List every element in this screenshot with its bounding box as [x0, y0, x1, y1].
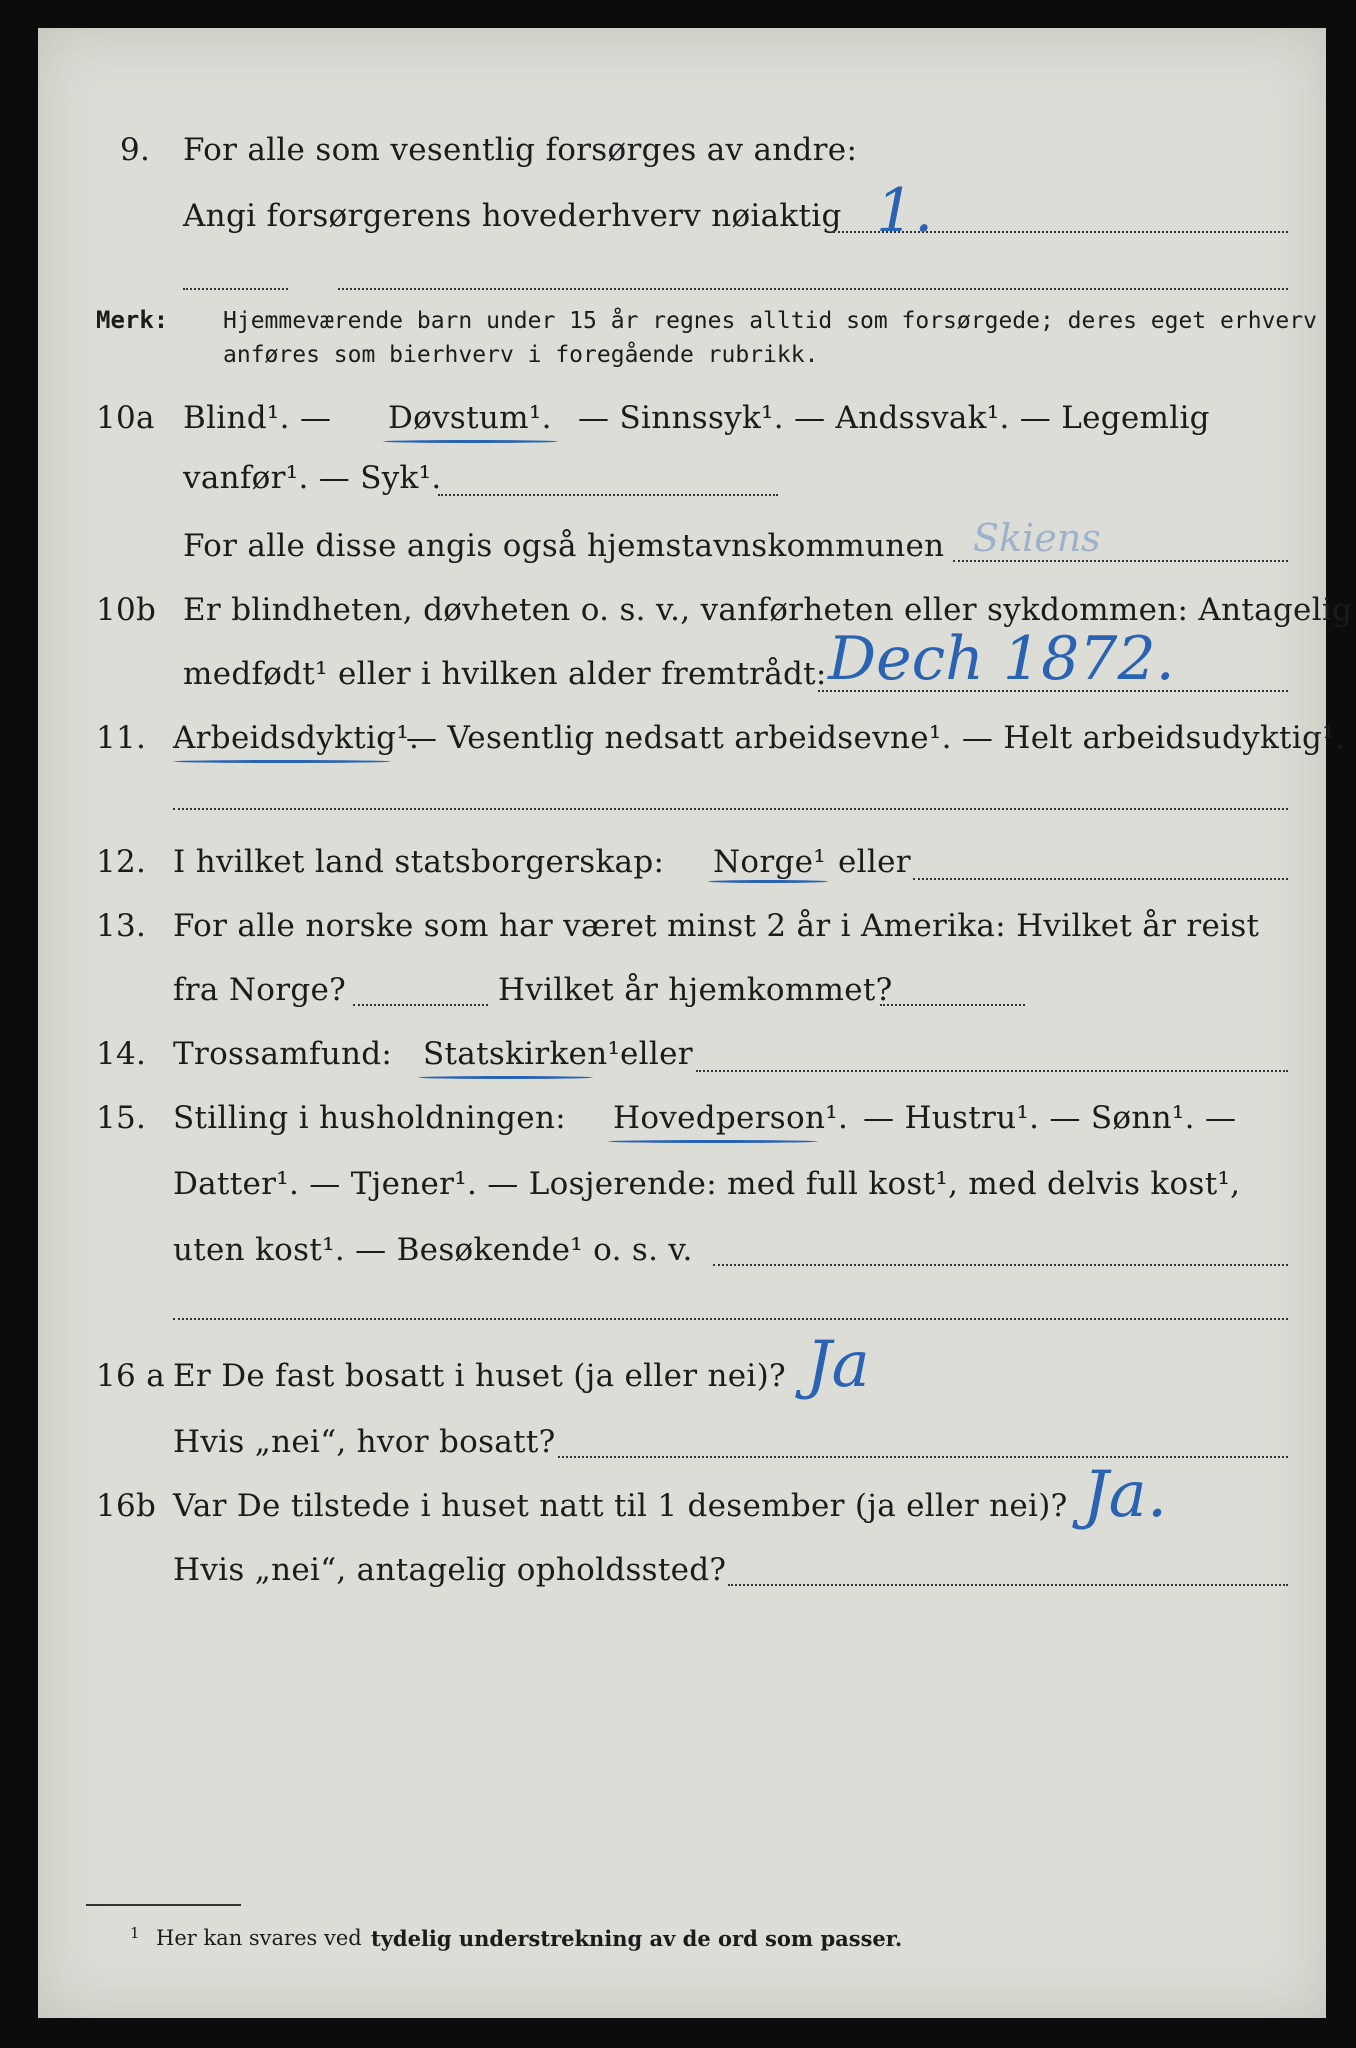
q15-line3: uten kost¹. — Besøkende¹ o. s. v.	[173, 1232, 693, 1268]
q11-blank-line	[173, 808, 1288, 810]
footnote-mark: 1	[130, 1924, 140, 1942]
q9-blank-line-2	[338, 288, 1288, 290]
q10a-number: 10a	[96, 400, 155, 436]
merk-line2: anføres som bierhverv i foregående rubrikk.	[223, 342, 819, 368]
q10a-line1-c: — Sinnssyk¹. — Andssvak¹. — Legemlig	[578, 400, 1210, 436]
q9-line1: For alle som vesentlig forsørges av andre:	[183, 132, 858, 168]
q13-hjemkommet-answer-line	[880, 1004, 1025, 1006]
q9-line2: Angi forsørgerens hovederhverv nøiaktig	[183, 198, 842, 234]
q11-underline-arbeidsdyktig	[173, 760, 391, 763]
q12-answer-line	[913, 878, 1288, 880]
footnote-rule	[86, 1904, 241, 1906]
q16a-answer-handwriting: Ja	[806, 1328, 870, 1402]
q15-answer-line	[713, 1264, 1288, 1266]
q12-text-b: Norge¹	[713, 844, 827, 880]
q13-line1: For alle norske som har været minst 2 år i Amerika: Hvilket år reist	[173, 908, 1260, 944]
q10a-hjemstavn-handwriting: Skiens	[973, 516, 1101, 560]
q10a-line1-a: Blind¹. —	[183, 400, 332, 436]
q15-number: 15.	[96, 1100, 147, 1136]
q9-answer-handwriting: 1.	[876, 176, 934, 246]
q13-line2-a: fra Norge?	[173, 972, 347, 1008]
q11-line1-a: Arbeidsdyktig¹.	[173, 720, 420, 756]
q9-number: 9.	[120, 132, 151, 168]
q14-text-b: Statskirken¹	[423, 1036, 621, 1072]
q16a-number: 16 a	[96, 1358, 165, 1394]
q10b-answer-handwriting: Dech 1872.	[828, 624, 1175, 694]
q15-underline-hovedperson	[608, 1140, 818, 1143]
q16a-answer-line	[558, 1456, 1288, 1458]
q16a-line1: Er De fast bosatt i huset (ja eller nei)?	[173, 1358, 786, 1394]
q16b-line2: Hvis „nei“, antagelig opholdssted?	[173, 1552, 727, 1588]
q14-answer-line	[696, 1070, 1288, 1072]
q15-line2: Datter¹. — Tjener¹. — Losjerende: med full kost¹, med delvis kost¹,	[173, 1166, 1241, 1202]
q13-reist-answer-line	[353, 1004, 488, 1006]
census-form-page	[38, 28, 1353, 2018]
q10b-line2: medfødt¹ eller i hvilken alder fremtrådt:	[183, 656, 827, 692]
merk-label: Merk:	[96, 306, 169, 334]
q13-line2-b: Hvilket år hjemkommet?	[498, 972, 893, 1008]
q10a-line1-b: Døvstum¹.	[388, 400, 552, 436]
merk-line1: Hjemmeværende barn under 15 år regnes alltid som forsørgede; deres eget erhverv	[223, 308, 1317, 334]
q10a-underline-dovstum	[383, 440, 558, 443]
q16b-line1: Var De tilstede i huset natt til 1 desember (ja eller nei)?	[173, 1488, 1068, 1524]
footnote-text-b: tydelig understrekning av de ord som passer.	[371, 1926, 903, 1951]
q10a-hjemstavn-answer-line	[953, 560, 1288, 562]
q15-line1-c: — Hustru¹. — Sønn¹. —	[863, 1100, 1237, 1136]
q16b-answer-handwriting: Ja.	[1083, 1458, 1168, 1532]
q10b-line1: Er blindheten, døvheten o. s. v., vanførheten eller sykdommen: Antagelig	[183, 592, 1353, 628]
q12-text-a: I hvilket land statsborgerskap:	[173, 844, 665, 880]
q15-line1-b: Hovedperson¹.	[613, 1100, 849, 1136]
q16b-answer-line	[728, 1584, 1288, 1586]
q10b-number: 10b	[96, 592, 157, 628]
q11-line1-b: — Vesentlig nedsatt arbeidsevne¹. — Helt arbeidsudyktig¹.	[406, 720, 1346, 756]
q14-text-a: Trossamfund:	[173, 1036, 393, 1072]
q14-number: 14.	[96, 1036, 147, 1072]
q14-underline-statskirken	[418, 1076, 593, 1079]
q15-blank-line	[173, 1318, 1288, 1320]
q13-number: 13.	[96, 908, 147, 944]
q15-line1-a: Stilling i husholdningen:	[173, 1100, 566, 1136]
footnote-text-a: Her kan svares ved	[156, 1926, 362, 1950]
q16a-line2: Hvis „nei“, hvor bosatt?	[173, 1424, 556, 1460]
q16b-number: 16b	[96, 1488, 157, 1524]
q12-text-c: eller	[838, 844, 911, 880]
q9-blank-line	[183, 288, 288, 290]
q14-text-c: eller	[620, 1036, 693, 1072]
q10a-line3: For alle disse angis også hjemstavnskommunen	[183, 528, 945, 564]
q11-number: 11.	[96, 720, 147, 756]
q12-number: 12.	[96, 844, 147, 880]
q12-underline-norge	[708, 880, 828, 883]
q10a-line2: vanfør¹. — Syk¹.	[183, 460, 442, 496]
q10a-line2-answer-line	[438, 494, 778, 496]
